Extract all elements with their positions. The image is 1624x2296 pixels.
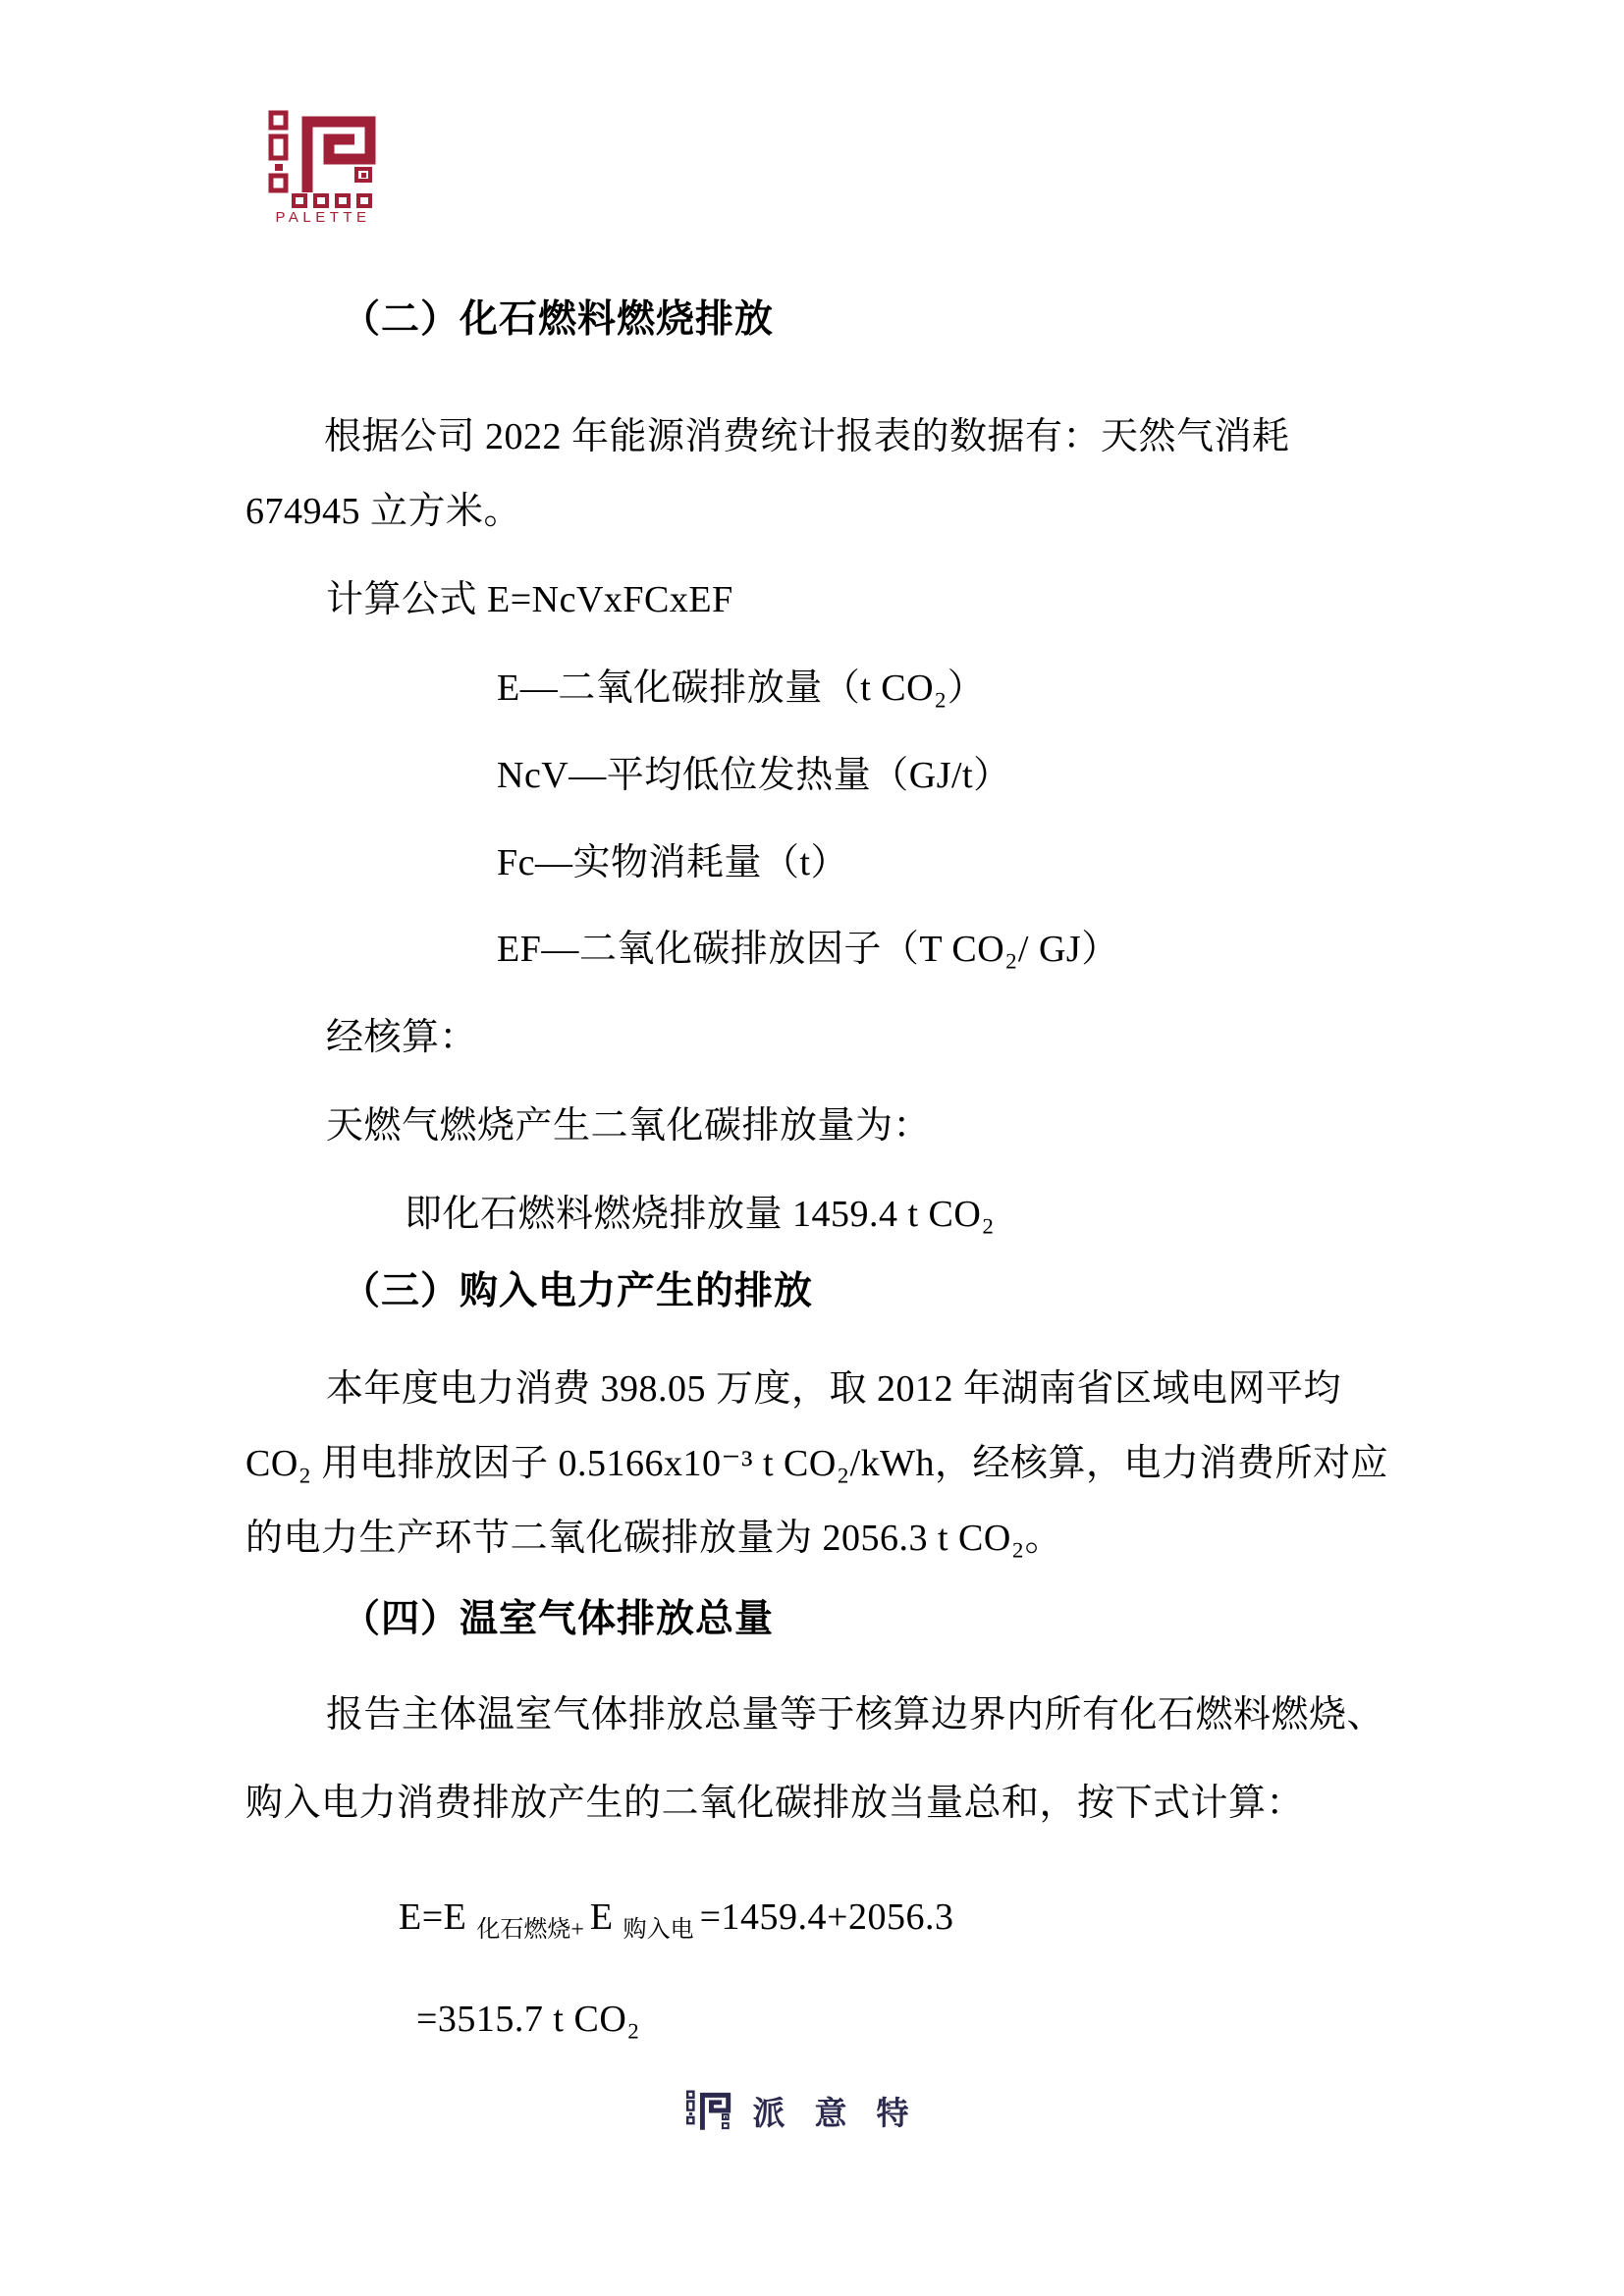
electricity-para-line-2: CO₂ 用电排放因子 0.5166x10⁻³ t CO₂/kWh，经核算，电力消费所对应 (245, 1443, 1389, 1484)
definition-ef: EF—二氧化碳排放因子（T CO₂/ GJ） (497, 929, 1119, 970)
definition-e: E—二氧化碳排放量（t CO₂） (497, 667, 986, 709)
verification-line: 经核算： (326, 1017, 478, 1058)
footer-brand-text: 派意特 (752, 2096, 939, 2132)
formula-subscript-fossil: 化石燃烧+ (476, 1917, 584, 1943)
fossil-intro-line-2: 674945 立方米。 (245, 491, 522, 532)
formula-e-purchased: E (589, 1896, 614, 1938)
palette-logo-icon (268, 110, 378, 208)
footer (0, 2085, 1624, 2136)
paiyite-logo-icon (686, 2085, 731, 2136)
definition-ncv: NcV—平均低位发热量（GJ/t） (497, 755, 1011, 796)
total-para-line-1: 报告主体温室气体排放总量等于核算边界内所有化石燃料燃烧、 (326, 1694, 1385, 1735)
fossil-intro-line-1: 根据公司 2022 年能源消费统计报表的数据有：天然气消耗 (324, 416, 1290, 457)
total-para-line-2: 购入电力消费排放产生的二氧化碳排放当量总和，按下式计算： (245, 1783, 1305, 1824)
section-electricity-heading: （三）购入电力产生的排放 (342, 1270, 814, 1313)
section-total-heading: （四）温室气体排放总量 (342, 1598, 775, 1641)
total-result-line: =3515.7 t CO₂ (416, 1999, 641, 2040)
electricity-para-line-3: 的电力生产环节二氧化碳排放量为 2056.3 t CO₂。 (245, 1518, 1063, 1559)
fossil-formula-line: 计算公式 E=NcVxFCxEF (326, 579, 733, 620)
palette-wordmark: PALETTE (275, 209, 371, 226)
gas-result-intro-line: 天燃气燃烧产生二氧化碳排放量为： (326, 1105, 932, 1147)
fossil-result-line: 即化石燃料燃烧排放量 1459.4 t CO₂ (405, 1194, 996, 1235)
formula-subscript-electricity: 购入电 (623, 1917, 694, 1943)
formula-e-total: E=E (399, 1896, 467, 1938)
electricity-para-line-1: 本年度电力消费 398.05 万度，取 2012 年湖南省区域电网平均 (326, 1368, 1342, 1410)
total-formula-line (399, 1896, 954, 1945)
formula-sum-values: =1459.4+2056.3 (699, 1896, 954, 1938)
section-fossil-heading: （二）化石燃料燃烧排放 (342, 298, 775, 342)
definition-fc: Fc—实物消耗量（t） (497, 842, 849, 883)
